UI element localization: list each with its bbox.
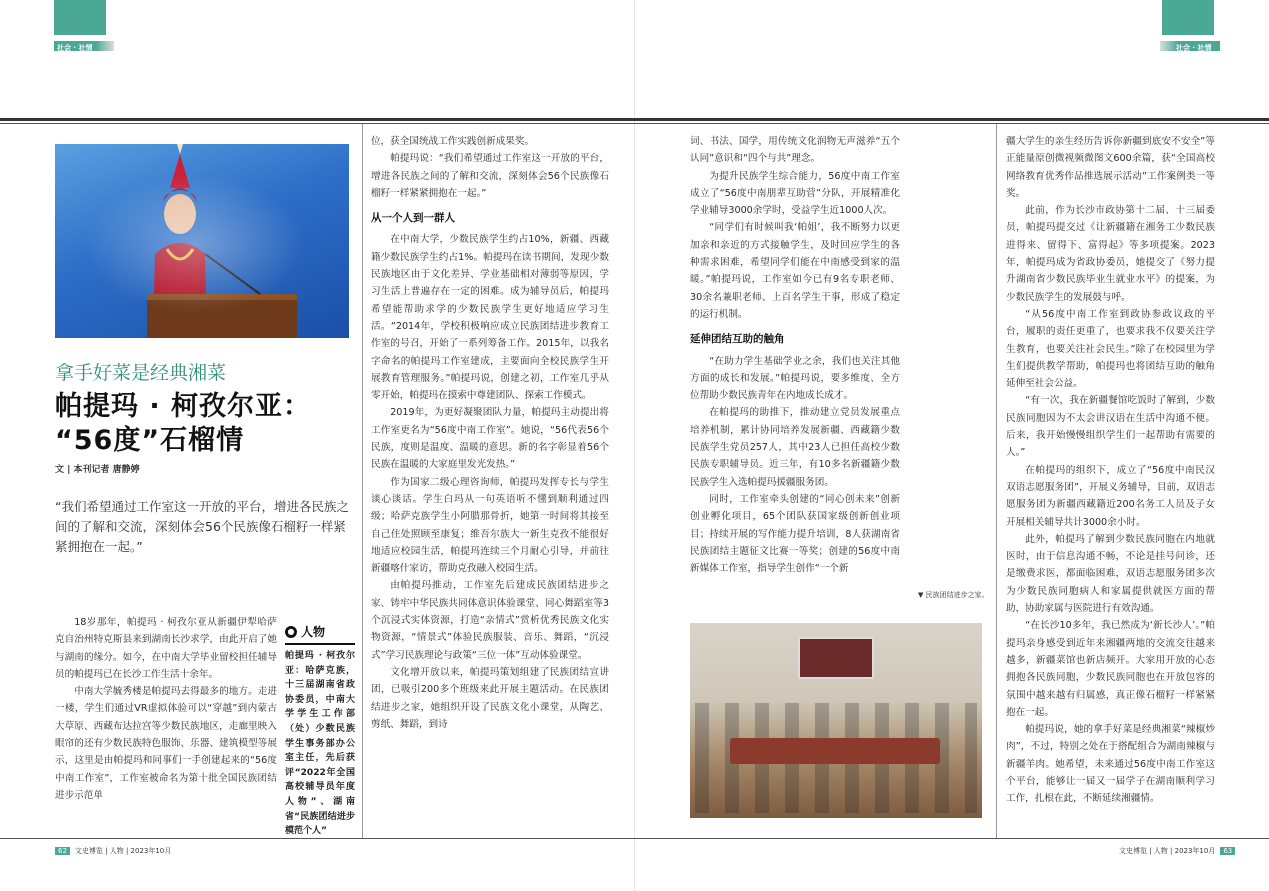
section-heading: 延伸团结互助的触角 [690,333,785,346]
body-column-3 [690,133,900,577]
footer-text-right: 文史博览 | 人物 | 2023年10月 [1119,847,1216,855]
paragraph: 在帕提玛的组织下，成立了“56度中南民汉双语志愿服务团”，开展义务辅导，目前，双语志愿服务团为新疆西藏籍近200名务工人员及子女开展相关辅导共计3000余小时。 [1006,464,1215,528]
paragraph: 在帕提玛的助推下，推动建立党员发展重点培养机制，累计协同培养发展新疆、西藏籍少数民族学生党员257人，其中23人已担任高校少数民族专职辅导员。近三年，有10多名新疆籍少数民族学生入选帕提玛援疆服务团。 [690,407,900,488]
paragraph: “从56度中南工作室到政协参政议政的平台，履职的责任更重了，也要求我不仅要关注学生教育，也要关注社会民生。”除了在校园里为学生们提供教学帮助，帕提玛也将团结互助的触角延伸至社会公益。 [1006,308,1215,390]
person-icon: ● [285,626,297,638]
page-number-left: 62 [55,847,70,855]
page-spine [634,0,635,891]
paragraph: 帕提玛说：“我们希望通过工作室这一开放的平台，增进各民族之间的了解和交流，深刻体会56个民族像石榴籽一样紧紧拥抱在一起。” [371,153,609,199]
body-column-4 [1006,133,1215,808]
paragraph: 文化增开放以来，帕提玛策划组建了民族团结宣讲团，已吸引200多个班级来此开展主题活动。在民族团结进步之家，她组织开设了民族文化小课堂，从陶艺、剪纸、舞蹈，到诗 [371,666,609,730]
paragraph: “有一次，我在新疆餐馆吃饭时了解到，少数民族同胞因为不太会讲汉语在生活中沟通不便。后来，我开始慢慢组织学生们一起帮助有需要的人。” [1006,395,1215,459]
hero-photo [55,144,349,338]
page-number-right: 63 [1220,847,1235,855]
profile-sidebar [285,623,355,839]
column-divider [996,124,997,838]
top-rule-thin [0,123,1269,124]
top-rule [0,118,1269,121]
paragraph: 词、书法、国学，用传统文化润物无声滋养“五个认同”意识和“四个与共”理念。 [690,136,900,165]
footer-right [1119,846,1235,856]
bottom-rule [0,838,1269,839]
paragraph: 同时，工作室牵头创建的“同心创未来”创新创业孵化项目，65个团队获国家级创新创业项目；持续开展的写作能力提升培训，8人获湖南省民族团结主题征文比赛一等奖；创建的56度中南新媒体工作室，指导学生创作“一个新 [690,493,900,575]
sidebar-title: 人物 [301,625,326,639]
paragraph: “同学们有时候叫我‘帕姐’，我不断努力以更加亲和亲近的方式接触学生，及时回应学生的各种需求困难，希望同学们能在中南感受到家的温暖。”帕提玛说，工作室如今已有9名专职老师、30余名兼职老师、上百名学生干事，形成了稳定的运行机制。 [690,222,900,320]
classroom-photo [690,623,982,818]
paragraph: 疆大学生的亲生经历告诉你新疆到底安不安全”等正能量原创微视频微图文600余篇，获“全国高校网络教育优秀作品推选展示活动”工作案例类一等奖。 [1006,136,1215,199]
paragraph: “在长沙10多年，我已然成为‘新长沙人’。”帕提玛亲身感受到近年来湘疆两地的交流交往越来越多，新疆菜馆也新店频开。大家用开放的心态拥抱各民族同胞，少数民族同胞也在开放包容的氛围中越来越有归属感，真正像石榴籽一样紧紧抱在一起。 [1006,620,1215,718]
column-divider [362,124,363,838]
paragraph: 2019年，为更好凝聚团队力量，帕提玛主动提出将工作室更名为“56度中南工作室”。她说，“56代表56个民族，度则是温度、温暖的意思。新的名字彰显着56个民族在温暖的大家庭里发光发热。” [371,407,609,471]
article-byline: 文 | 本刊记者 唐静婷 [55,465,140,475]
sidebar-text: 帕提玛 · 柯孜尔亚：哈萨克族，十三届湖南省政协委员，中南大学学生工作部（处）少数民族学生事务部办公室主任，先后获评“2022年全国高校辅导员年度人物”、湖南省“民族团结进步模范个人” [285,651,355,837]
body-column-1 [55,614,277,804]
sidebar-heading [285,623,355,645]
section-tab-left [54,0,106,35]
paragraph: “在助力学生基础学业之余，我们也关注其他方面的成长和发展。”帕提玛说，要多维度、全方位帮助少数民族青年在内地成长成才。 [690,355,900,402]
paragraph: 作为国家二级心理咨询师，帕提玛发挥专长与学生谈心谈话。学生白玛从一句英语听不懂到顺利通过四级；哈萨克族学生小阿腊那骨折，她第一时间将其接至自己住处照顾至康复；维吾尔族大一新生克孜不能很好地适应校园生活，帕提玛连续三个月耐心引导，并前往新疆喀什家访，帮助克孜融入校园生活。 [371,476,609,575]
section-label-left: 社会 · 社情 [57,44,93,52]
article-title-line1: 帕提玛 · 柯孜尔亚： [55,391,312,422]
paragraph: 帕提玛说，她的拿手好菜是经典湘菜“辣椒炒肉”，不过，特别之处在于搭配组合为湖南辣椒与新疆羊肉。她希望，未来通过56度中南工作室这个平台，能够让一届又一届学子在湖南顺利学习工作，扎根在此，不断延续湘疆情。 [1006,724,1215,805]
pull-quote: “我们希望通过工作室这一开放的平台，增进各民族之间的了解和交流，深刻体会56个民族像石榴籽一样紧紧拥抱在一起。” [55,499,349,554]
section-tab-right [1162,0,1214,35]
photo-caption: ▼ 民族团结进步之家。 [918,591,989,599]
footer-text-left: 文史博览 | 人物 | 2023年10月 [74,847,172,855]
paragraph: 此前，作为长沙市政协第十二届、十三届委员，帕提玛提交过《让新疆籍在湘务工少数民族进得来、留得下、富得起》等多项提案。2023年，帕提玛成为省政协委员，她提交了《努力提升湖南省少数民族毕业生就业水平》的提案，为少数民族学生的发展鼓与呼。 [1006,205,1215,303]
article-title-line2: “56度”石榴情 [55,425,245,456]
body-column-2 [371,133,609,733]
section-label-right: 社会 · 社情 [1176,44,1212,52]
paragraph: 为提升民族学生综合能力，56度中南工作室成立了“56度中南朋辈互助营”分队，开展精准化学业辅导3000余学时，受益学生近1000人次。 [690,170,900,217]
paragraph: 此外，帕提玛了解到少数民族同胞在内地就医时，由于信息沟通不畅，不论是挂号问诊，还是缴费求医，都面临困难，双语志愿服务团多次为少数民族同胞病人和家属提供就医方面的帮助，协助家属与医院进行有效沟通。 [1006,533,1215,615]
article-kicker: 拿手好菜是经典湘菜 [55,362,227,384]
paragraph: 由帕提玛推动，工作室先后建成民族团结进步之家、铸牢中华民族共同体意识体验课堂、同心舞蹈室等3个沉浸式实体资源，打造“亲情式”赏析优秀民族文化实物资源，“情景式”体验民族服装、音乐、舞蹈，“沉浸式”学习民族理论与政策“三位一体”互动体验课堂。 [371,580,609,661]
footer-left [55,846,171,856]
paragraph: 在中南大学，少数民族学生约占10%，新疆、西藏籍少数民族学生约占1%。帕提玛在读书期间，发现少数民族地区由于文化差异、学业基础相对薄弱等原因，学习生活上普遍存在一定的困难。成为辅导员后，帕提玛希望能帮助求学的少数民族学生更好地适应学习生活。“2014年，学校积极响应成立民族团结进步教育工作室的号召，开始了一系列筹备工作。2015年，以我名字命名的帕提玛工作室建成，主要面向全校民族学生开展教育管理服务。”帕提玛说，创建之初，工作室几乎从零开始，帕提玛在摸索中尊建团队、探索工作模式。 [371,234,609,402]
paragraph: 位，获全国统战工作实践创新成果奖。 [371,136,535,147]
paragraph: 18岁那年，帕提玛 · 柯孜尔亚从新疆伊犁哈萨克自治州特克斯县来到湖南长沙求学，由此开启了她与湖南的缘分。如今，在中南大学毕业留校担任辅导员的帕提玛已在长沙工作生活十余年。 [55,617,277,680]
paragraph: 中南大学毓秀楼是帕提玛去得最多的地方。走进一楼，学生们通过VR虚拟体验可以“穿越”到内蒙古大草原、西藏布达拉宫等少数民族地区，走廊里映入眼帘的还有少数民族特色服饰、乐器、建筑模型等展示，这里是由帕提玛和同事们一手创建起来的“56度中南工作室”，工作室被命名为第十批全国民族团结进步示范单 [55,686,277,801]
section-heading: 从一个人到一群人 [371,212,455,225]
